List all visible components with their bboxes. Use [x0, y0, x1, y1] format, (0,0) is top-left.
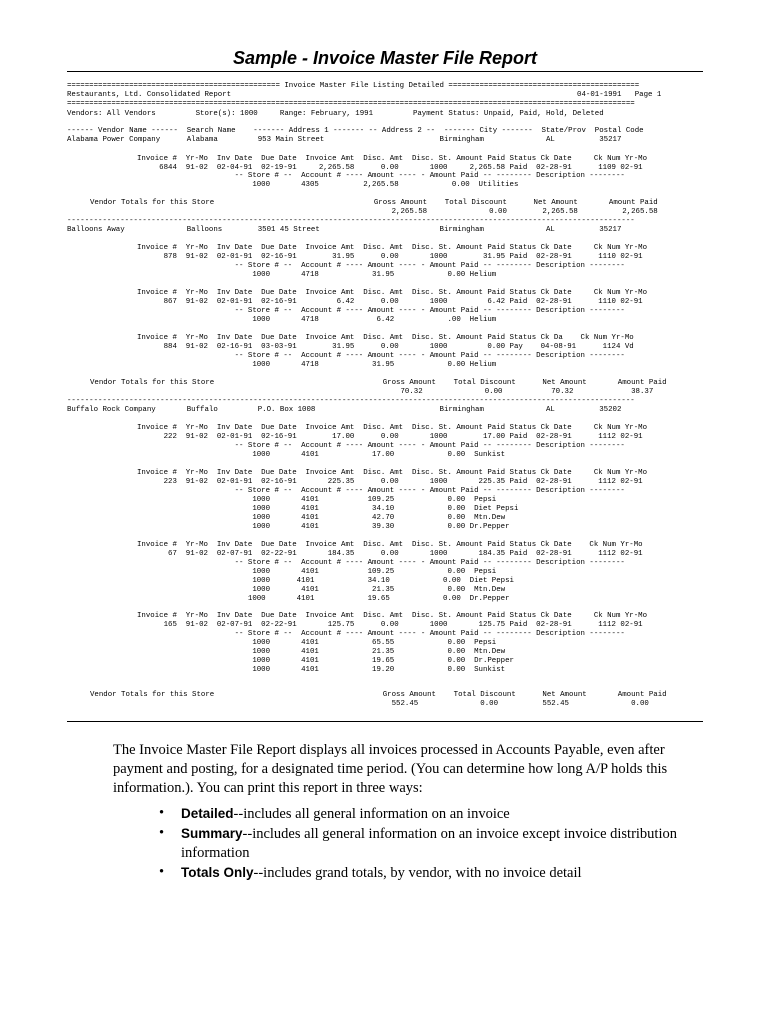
report-description [113, 741, 683, 883]
report-line: 1000 4101 65.55 0.00 Pepsi [137, 639, 497, 647]
report-line: 6844 91-02 02-04-91 02-19-91 2,265.58 0.00 1000 2,265.58 Paid 02-28-91 1109 02-91 [137, 164, 643, 172]
report-line: 867 91-02 02-01-91 02-16-91 6.42 0.00 1000 6.42 Paid 02-28-91 1110 02-91 [137, 298, 643, 306]
report-line: 222 91-02 02-01-91 02-16-91 17.00 0.00 1000 17.00 Paid 02-28-91 1112 02-91 [137, 433, 643, 441]
print-options-list [113, 804, 683, 883]
report-line: -- Store # -- Account # ---- Amount ---- - Amount Paid -- -------- Description -------- [137, 262, 625, 270]
print-option-term: Detailed [181, 806, 234, 821]
report-line: 1000 4101 17.00 0.00 Sunkist [137, 451, 506, 459]
report-line: 1000 4718 31.95 0.00 Helium [137, 361, 497, 369]
report-line: Invoice # Yr-Mo Inv Date Due Date Invoice Amt Disc. Amt Disc. St. Amount Paid Status Ck Date Ck Num Yr-Mo [137, 155, 648, 163]
report-line: 1000 4101 39.30 0.00 Dr.Pepper [137, 523, 510, 531]
report-line: Vendors: All Vendors Store(s): 1000 Range: February, 1991 Payment Status: Unpaid, Paid, Hold, Deleted [67, 110, 604, 118]
report-line: 1000 4718 6.42 .00 Helium [137, 316, 497, 324]
report-line: 2,265.58 0.00 2,265.58 2,265.58 [90, 208, 658, 216]
report-line: 1000 4101 34.10 0.00 Diet Pepsi [137, 577, 514, 585]
report-line: 1000 4101 21.35 0.00 Mtn.Dew [137, 586, 506, 594]
report-line: -- Store # -- Account # ---- Amount ---- - Amount Paid -- -------- Description -------- [137, 630, 625, 638]
report-line: Invoice # Yr-Mo Inv Date Due Date Invoice Amt Disc. Amt Disc. St. Amount Paid Status Ck Da Ck Num Yr-Mo [137, 334, 634, 342]
bullet-icon: • [159, 825, 165, 841]
report-line: ================================================ Invoice Master File Listing Detailed =========================================== [67, 82, 640, 90]
report-line: 1000 4101 109.25 0.00 Pepsi [137, 568, 497, 576]
print-option-detailed [113, 804, 683, 824]
report-line: Invoice # Yr-Mo Inv Date Due Date Invoice Amt Disc. Amt Disc. St. Amount Paid Status Ck Date Ck Num Yr-Mo [137, 244, 648, 252]
report-line: -- Store # -- Account # ---- Amount ---- - Amount Paid -- -------- Description -------- [137, 487, 625, 495]
report-line: ================================================================================================================================ [67, 100, 635, 108]
report-line: 552.45 0.00 552.45 0.00 [90, 700, 649, 708]
report-line: 878 91-02 02-01-91 02-16-91 31.95 0.00 1000 31.95 Paid 02-28-91 1110 02-91 [137, 253, 643, 261]
report-line: Invoice # Yr-Mo Inv Date Due Date Invoice Amt Disc. Amt Disc. St. Amount Paid Status Ck Date Ck Num Yr-Mo [137, 612, 648, 620]
report-line: Vendor Totals for this Store Gross Amount Total Discount Net Amount Amount Paid [90, 199, 658, 207]
report-line: -- Store # -- Account # ---- Amount ---- - Amount Paid -- -------- Description -------- [137, 442, 625, 450]
report-bottom-rule [67, 721, 703, 722]
description-paragraph: The Invoice Master File Report displays all invoices processed in Accounts Payable, even after payment and posting, for a designated time period. (You can determine how long A/P holds this information.). You can print this report in three ways: [113, 742, 668, 796]
report-line: 1000 4101 109.25 0.00 Pepsi [137, 496, 497, 504]
report-line: 1000 4305 2,265.58 0.00 Utilities [137, 181, 519, 189]
report-line: Alabama Power Company Alabama 953 Main Street Birmingham AL 35217 [67, 136, 622, 144]
report-line: Balloons Away Balloons 3501 45 Street Birmingham AL 35217 [67, 226, 622, 234]
report-line: 884 91-02 02-16-91 03-03-91 31.95 0.00 1000 0.00 Pay 04-08-91 1124 Vd [137, 343, 634, 351]
print-option-totals-only [113, 863, 683, 883]
print-option-text: --includes all general information on an invoice [233, 806, 510, 822]
report-line: 1000 4101 34.10 0.00 Diet Pepsi [137, 505, 519, 513]
bullet-icon: • [159, 805, 165, 821]
report-line: Buffalo Rock Company Buffalo P.O. Box 1008 Birmingham AL 35202 [67, 406, 622, 414]
report-line: 1000 4101 21.35 0.00 Mtn.Dew [137, 648, 506, 656]
report-line: Invoice # Yr-Mo Inv Date Due Date Invoice Amt Disc. Amt Disc. St. Amount Paid Status Ck Date Ck Num Yr-Mo [137, 289, 648, 297]
report-line: 1000 4101 19.65 0.00 Dr.Pepper [137, 595, 510, 603]
report-line: -------------------------------------------------------------------------------------------------------------------------------- [67, 397, 635, 405]
bullet-icon: • [159, 864, 165, 880]
report-line: -- Store # -- Account # ---- Amount ---- - Amount Paid -- -------- Description -------- [137, 352, 625, 360]
report-line: -- Store # -- Account # ---- Amount ---- - Amount Paid -- -------- Description -------- [137, 307, 625, 315]
print-option-term: Totals Only [181, 865, 254, 880]
report-line: Invoice # Yr-Mo Inv Date Due Date Invoice Amt Disc. Amt Disc. St. Amount Paid Status Ck Date Ck Num Yr-Mo [137, 424, 648, 432]
report-line: 223 91-02 02-01-91 02-16-91 225.35 0.00 1000 225.35 Paid 02-28-91 1112 02-91 [137, 478, 643, 486]
report-line: Vendor Totals for this Store Gross Amount Total Discount Net Amount Amount Paid [90, 691, 667, 699]
report-line: -------------------------------------------------------------------------------------------------------------------------------- [67, 217, 635, 225]
print-option-summary [113, 824, 683, 863]
report-line: Restaurants, Ltd. Consolidated Report 04-01-1991 Page 1 [67, 91, 662, 99]
report-line: 1000 4101 19.20 0.00 Sunkist [137, 666, 506, 674]
report-line: 70.32 0.00 70.32 38.37 [90, 388, 654, 396]
report-line: 165 91-02 02-07-91 02-22-91 125.75 0.00 1000 125.75 Paid 02-28-91 1112 02-91 [137, 621, 643, 629]
report-line: -- Store # -- Account # ---- Amount ---- - Amount Paid -- -------- Description -------- [137, 172, 625, 180]
report-line: 1000 4101 19.65 0.00 Dr.Pepper [137, 657, 514, 665]
print-option-text: --includes all general information on an invoice except invoice distribution information [181, 826, 677, 861]
report-line: Vendor Totals for this Store Gross Amount Total Discount Net Amount Amount Paid [90, 379, 667, 387]
report-line: Invoice # Yr-Mo Inv Date Due Date Invoice Amt Disc. Amt Disc. St. Amount Paid Status Ck Date Ck Num Yr-Mo [137, 541, 643, 549]
report-line: Invoice # Yr-Mo Inv Date Due Date Invoice Amt Disc. Amt Disc. St. Amount Paid Status Ck Date Ck Num Yr-Mo [137, 469, 648, 477]
page-title: Sample - Invoice Master File Report [232, 48, 538, 68]
print-option-term: Summary [181, 826, 243, 841]
report-line: 1000 4101 42.70 0.00 Mtn.Dew [137, 514, 506, 522]
report-line: 1000 4718 31.95 0.00 Helium [137, 271, 497, 279]
print-option-text: --includes grand totals, by vendor, with no invoice detail [253, 865, 582, 881]
report-line: 67 91-02 02-07-91 02-22-91 184.35 0.00 1000 184.35 Paid 02-28-91 1112 02-91 [137, 550, 643, 558]
report-line: -- Store # -- Account # ---- Amount ---- - Amount Paid -- -------- Description -------- [137, 559, 625, 567]
report-line: ------ Vendor Name ------ Search Name ------- Address 1 ------- -- Address 2 -- ------- City ------- State/Prov Postal Code [67, 127, 644, 135]
